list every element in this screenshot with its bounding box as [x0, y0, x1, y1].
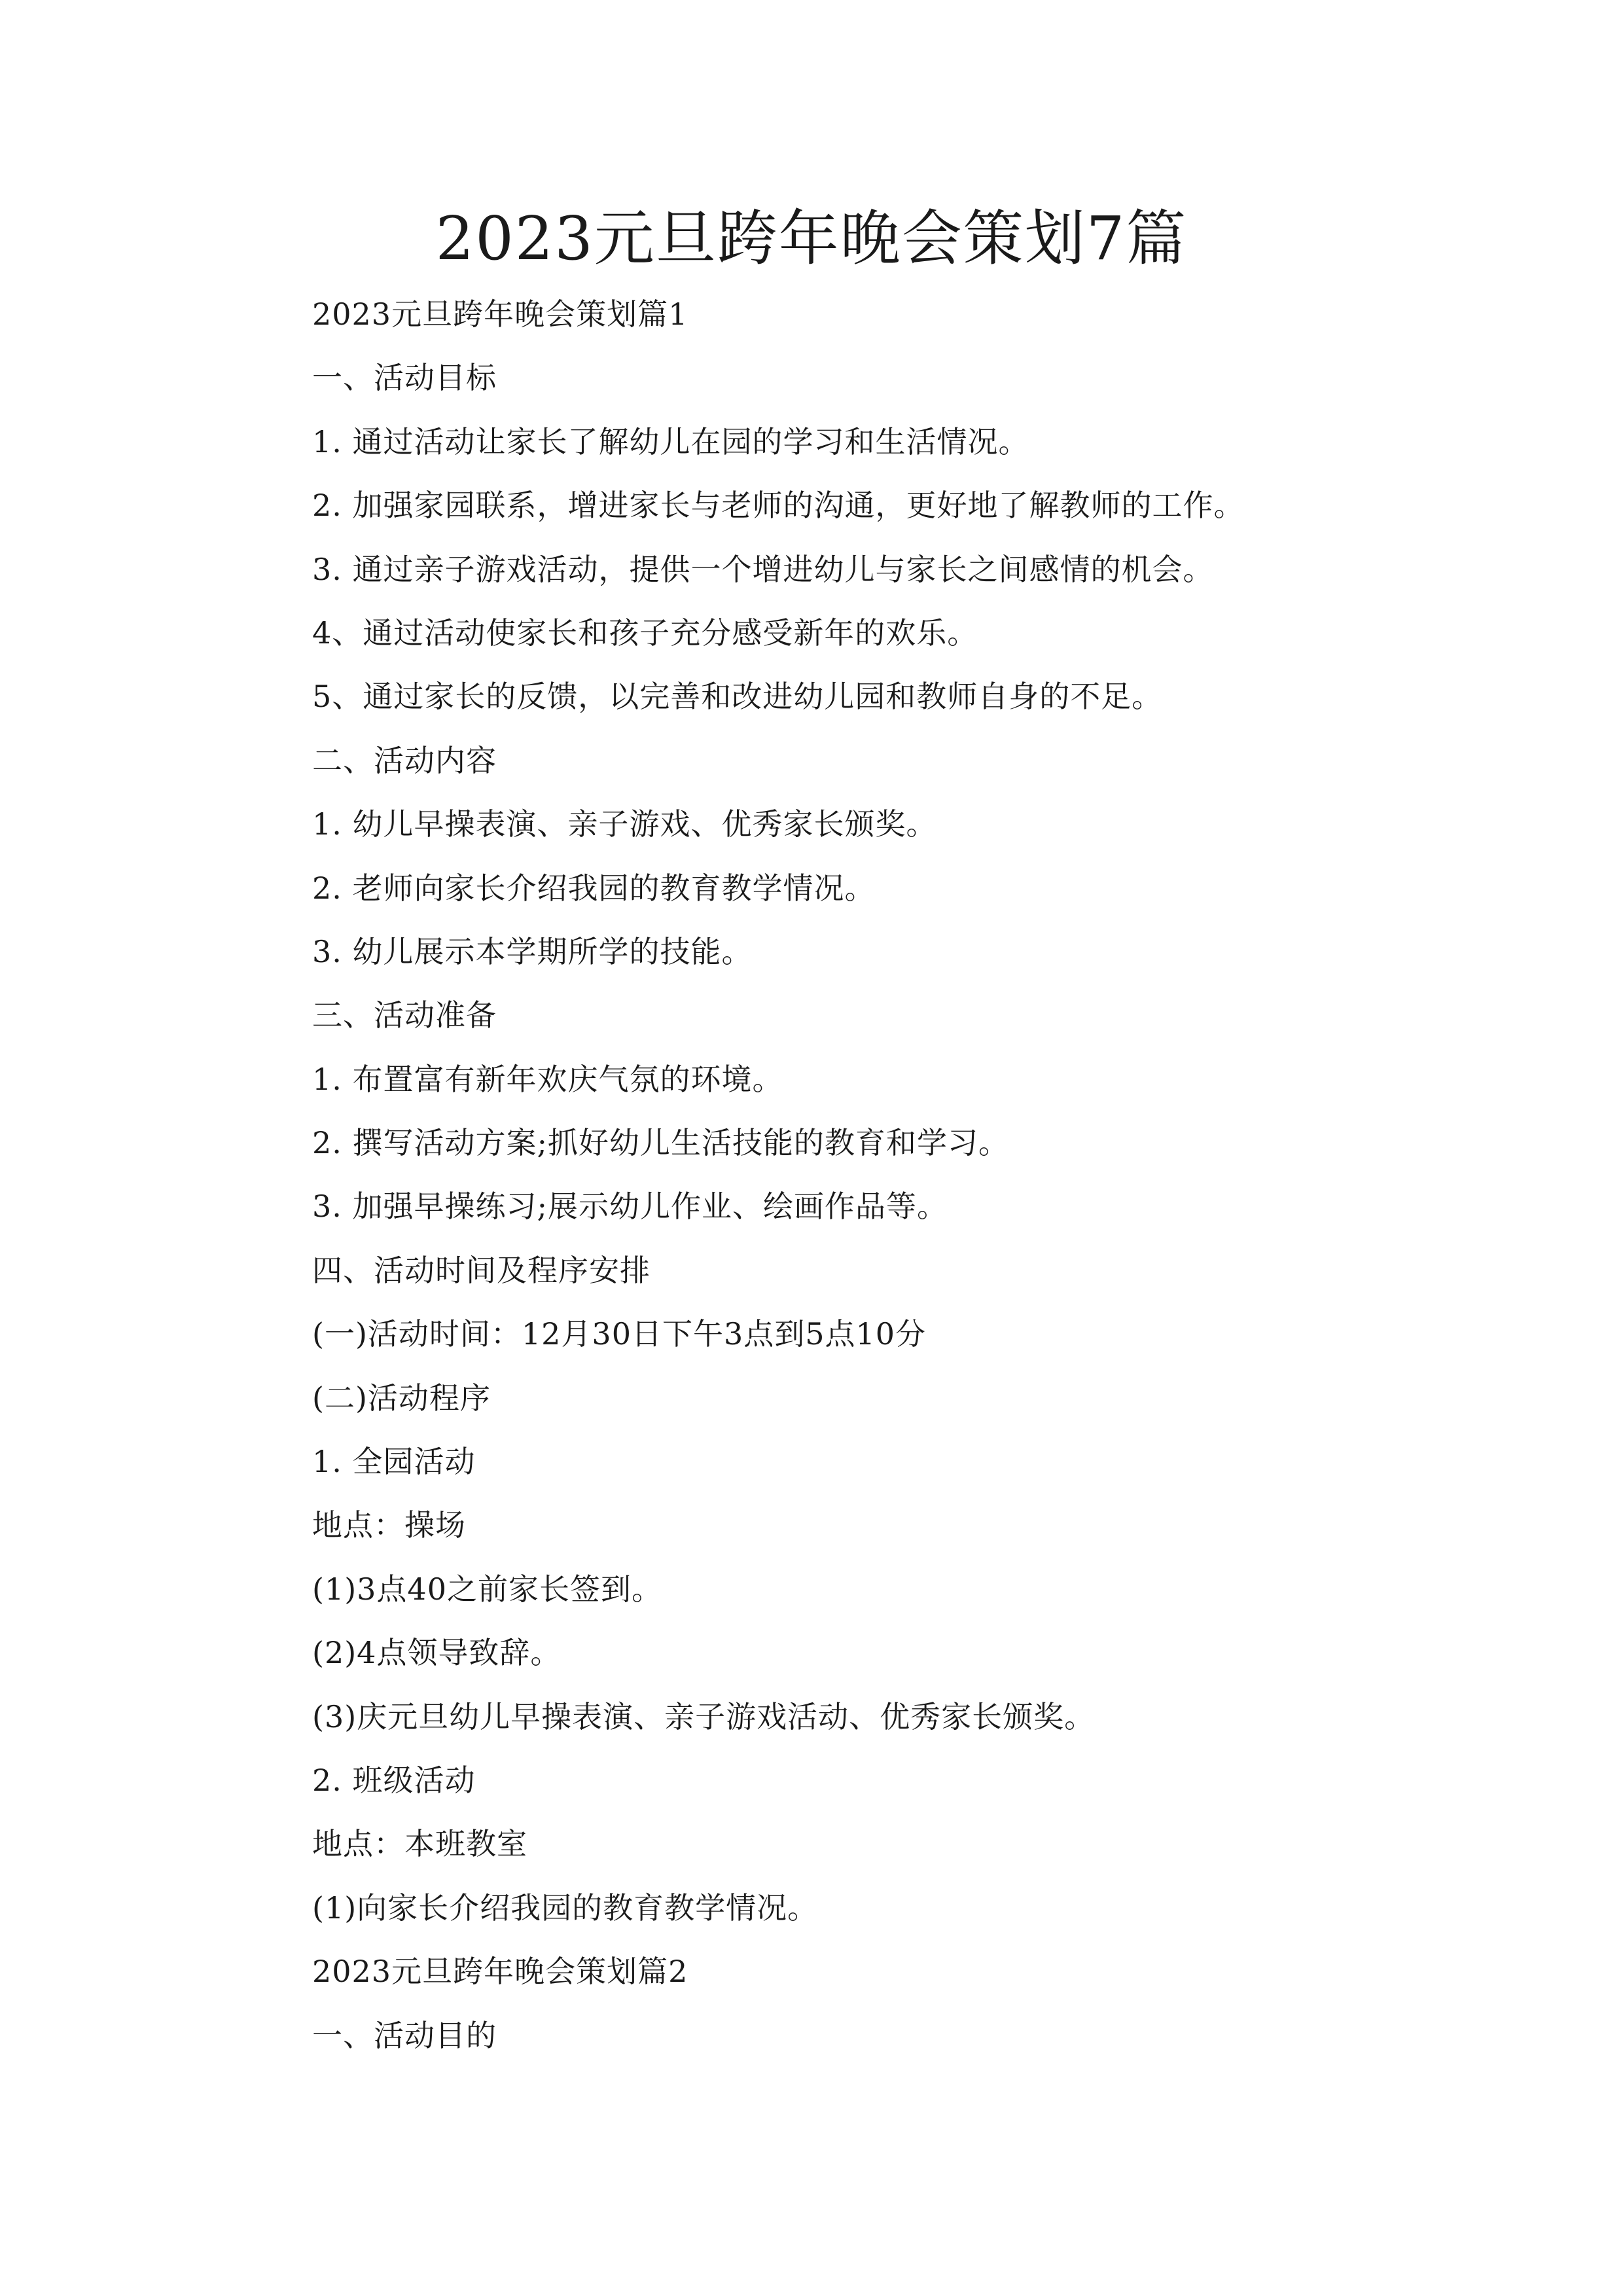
subheading: 四、活动时间及程序安排: [312, 1252, 651, 1288]
section-heading: 2023元旦跨年晚会策划篇1: [312, 296, 688, 332]
list-item: 2. 老师向家长介绍我园的教育教学情况。: [312, 870, 876, 906]
paragraph: 地点：操场: [312, 1507, 466, 1543]
document-body: [312, 283, 1359, 2068]
list-item: 2. 班级活动: [312, 1762, 476, 1798]
subheading: 二、活动内容: [312, 742, 497, 778]
list-item: 4、通过活动使家长和孩子充分感受新年的欢乐。: [312, 615, 978, 651]
list-item: (2)4点领导致辞。: [312, 1635, 562, 1671]
list-item: (1)向家长介绍我园的教育教学情况。: [312, 1890, 819, 1926]
list-item: 1. 全园活动: [312, 1444, 476, 1480]
paragraph: (一)活动时间：12月30日下午3点到5点10分: [312, 1316, 927, 1352]
subheading: 一、活动目标: [312, 360, 497, 396]
paragraph: 地点：本班教室: [312, 1826, 527, 1862]
list-item: (1)3点40之前家长签到。: [312, 1571, 662, 1607]
list-item: 2. 加强家园联系，增进家长与老师的沟通，更好地了解教师的工作。: [312, 488, 1245, 524]
document-title: 2023元旦跨年晚会策划7篇: [435, 204, 1188, 274]
subheading: 一、活动目的: [312, 2017, 497, 2053]
subheading: 三、活动准备: [312, 997, 497, 1033]
list-item: 1. 幼儿早操表演、亲子游戏、优秀家长颁奖。: [312, 806, 937, 842]
list-item: (3)庆元旦幼儿早操表演、亲子游戏活动、优秀家长颁奖。: [312, 1698, 1096, 1734]
paragraph: (二)活动程序: [312, 1380, 491, 1416]
list-item: 3. 幼儿展示本学期所学的技能。: [312, 933, 753, 969]
section-heading: 2023元旦跨年晚会策划篇2: [312, 1954, 688, 1990]
list-item: 3. 加强早操练习;展示幼儿作业、绘画作品等。: [312, 1189, 948, 1225]
list-item: 2. 撰写活动方案;抓好幼儿生活技能的教育和学习。: [312, 1125, 1010, 1161]
list-item: 5、通过家长的反馈，以完善和改进幼儿园和教师自身的不足。: [312, 679, 1163, 715]
list-item: 1. 布置富有新年欢庆气氛的环境。: [312, 1061, 783, 1097]
list-item: 3. 通过亲子游戏活动，提供一个增进幼儿与家长之间感情的机会。: [312, 551, 1214, 587]
list-item: 1. 通过活动让家长了解幼儿在园的学习和生活情况。: [312, 423, 1029, 459]
